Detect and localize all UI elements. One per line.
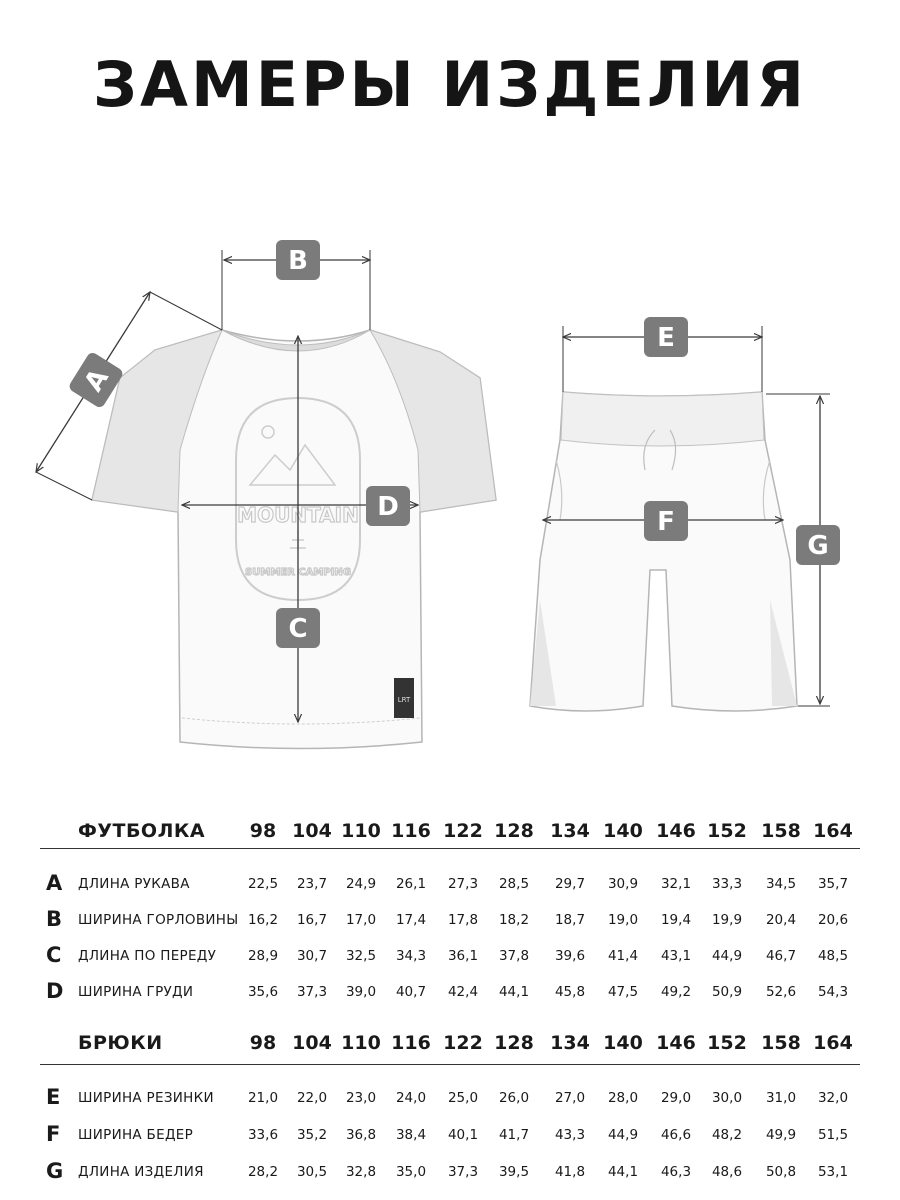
row-value: 44,1 <box>498 984 530 1000</box>
pants-row-g <box>40 1159 860 1192</box>
tshirt-size-98: 98 <box>249 820 277 842</box>
row-value: 44,9 <box>711 948 743 964</box>
row-name: ДЛИНА ПО ПЕРЕДУ <box>78 948 217 964</box>
tshirt-size-164: 164 <box>813 820 853 842</box>
row-value: 18,7 <box>554 912 586 928</box>
row-value: 34,3 <box>395 948 427 964</box>
row-name: ШИРИНА ГРУДИ <box>78 984 194 1000</box>
row-value: 46,6 <box>660 1127 692 1143</box>
row-value: 33,3 <box>711 876 743 892</box>
row-value: 35,7 <box>817 876 849 892</box>
tshirt-size-116: 116 <box>391 820 431 842</box>
pants-size-152: 152 <box>707 1032 747 1054</box>
badge-f <box>644 501 688 541</box>
pants-header: БРЮКИ <box>78 1032 163 1054</box>
row-value: 19,9 <box>711 912 743 928</box>
pants-size-134: 134 <box>550 1032 590 1054</box>
row-value: 53,1 <box>817 1164 849 1180</box>
row-value: 42,4 <box>447 984 479 1000</box>
row-letter: E <box>46 1085 61 1109</box>
row-value: 43,3 <box>554 1127 586 1143</box>
row-value: 26,1 <box>395 876 427 892</box>
row-name: ДЛИНА ИЗДЕЛИЯ <box>78 1164 204 1180</box>
row-letter: F <box>46 1122 61 1146</box>
row-value: 35,0 <box>395 1164 427 1180</box>
row-value: 22,0 <box>296 1090 328 1106</box>
row-value: 24,0 <box>395 1090 427 1106</box>
svg-text:C: C <box>288 614 308 644</box>
row-value: 29,0 <box>660 1090 692 1106</box>
row-value: 16,7 <box>296 912 328 928</box>
row-value: 44,9 <box>607 1127 639 1143</box>
row-value: 18,2 <box>498 912 530 928</box>
row-value: 47,5 <box>607 984 639 1000</box>
row-value: 26,0 <box>498 1090 530 1106</box>
row-value: 38,4 <box>395 1127 427 1143</box>
row-value: 19,4 <box>660 912 692 928</box>
row-value: 28,9 <box>247 948 279 964</box>
tshirt-row-a <box>40 871 860 904</box>
brand-tag-text: LRT <box>397 696 411 704</box>
pants-size-146: 146 <box>656 1032 696 1054</box>
row-value: 50,8 <box>765 1164 797 1180</box>
row-value: 31,0 <box>765 1090 797 1106</box>
row-value: 32,5 <box>345 948 377 964</box>
row-value: 25,0 <box>447 1090 479 1106</box>
row-letter: G <box>46 1159 64 1183</box>
row-value: 23,0 <box>345 1090 377 1106</box>
tshirt-row-d <box>40 979 860 1012</box>
svg-text:E: E <box>657 323 675 353</box>
row-value: 28,0 <box>607 1090 639 1106</box>
row-value: 35,2 <box>296 1127 328 1143</box>
row-letter: B <box>46 907 63 931</box>
row-value: 39,0 <box>345 984 377 1000</box>
badge-b <box>276 240 320 280</box>
pants-divider <box>40 1064 860 1065</box>
svg-text:A: A <box>78 364 115 398</box>
tshirt-size-128: 128 <box>494 820 534 842</box>
row-value: 41,4 <box>607 948 639 964</box>
row-value: 23,7 <box>296 876 328 892</box>
pants-row-f <box>40 1122 860 1155</box>
row-letter: C <box>46 943 62 967</box>
row-value: 37,3 <box>447 1164 479 1180</box>
row-value: 44,1 <box>607 1164 639 1180</box>
tshirt-divider <box>40 848 860 849</box>
badge-g <box>796 525 840 565</box>
pants-size-128: 128 <box>494 1032 534 1054</box>
row-value: 28,2 <box>247 1164 279 1180</box>
pants-size-164: 164 <box>813 1032 853 1054</box>
pants-size-140: 140 <box>603 1032 643 1054</box>
row-value: 24,9 <box>345 876 377 892</box>
row-value: 48,6 <box>711 1164 743 1180</box>
row-value: 51,5 <box>817 1127 849 1143</box>
row-value: 34,5 <box>765 876 797 892</box>
shorts-drawing <box>530 392 797 711</box>
row-value: 29,7 <box>554 876 586 892</box>
row-value: 17,8 <box>447 912 479 928</box>
row-name: ШИРИНА БЕДЕР <box>78 1127 194 1143</box>
tshirt-size-134: 134 <box>550 820 590 842</box>
row-value: 30,7 <box>296 948 328 964</box>
tshirt-row-c <box>40 943 860 976</box>
tshirt-size-140: 140 <box>603 820 643 842</box>
row-letter: A <box>46 871 63 895</box>
row-value: 37,3 <box>296 984 328 1000</box>
row-value: 28,5 <box>498 876 530 892</box>
row-value: 22,5 <box>247 876 279 892</box>
row-name: ШИРИНА ГОРЛОВИНЫ <box>78 912 239 928</box>
row-value: 52,6 <box>765 984 797 1000</box>
badge-e <box>644 317 688 357</box>
row-value: 30,0 <box>711 1090 743 1106</box>
row-value: 30,9 <box>607 876 639 892</box>
row-value: 27,0 <box>554 1090 586 1106</box>
badge-d <box>366 486 410 526</box>
row-value: 20,6 <box>817 912 849 928</box>
tshirt-size-122: 122 <box>443 820 483 842</box>
row-name: ДЛИНА РУКАВА <box>78 876 190 892</box>
row-value: 32,0 <box>817 1090 849 1106</box>
row-value: 50,9 <box>711 984 743 1000</box>
svg-text:F: F <box>657 507 675 537</box>
svg-text:B: B <box>288 246 308 276</box>
svg-text:D: D <box>377 492 399 522</box>
tshirt-size-158: 158 <box>761 820 801 842</box>
row-value: 21,0 <box>247 1090 279 1106</box>
row-letter: D <box>46 979 64 1003</box>
row-value: 39,6 <box>554 948 586 964</box>
row-value: 48,5 <box>817 948 849 964</box>
row-value: 49,2 <box>660 984 692 1000</box>
pants-size-116: 116 <box>391 1032 431 1054</box>
row-value: 30,5 <box>296 1164 328 1180</box>
row-value: 41,8 <box>554 1164 586 1180</box>
pants-size-122: 122 <box>443 1032 483 1054</box>
row-value: 43,1 <box>660 948 692 964</box>
pants-size-158: 158 <box>761 1032 801 1054</box>
row-value: 20,4 <box>765 912 797 928</box>
pants-row-e <box>40 1085 860 1118</box>
badge-c <box>276 608 320 648</box>
row-value: 32,1 <box>660 876 692 892</box>
row-value: 17,0 <box>345 912 377 928</box>
tshirt-drawing <box>92 330 496 749</box>
tshirt-size-110: 110 <box>341 820 381 842</box>
row-value: 48,2 <box>711 1127 743 1143</box>
print-title: MOUNTAIN <box>237 503 359 527</box>
tshirt-size-104: 104 <box>292 820 332 842</box>
page-title: ЗАМЕРЫ ИЗДЕЛИЯ <box>93 48 807 121</box>
row-value: 35,6 <box>247 984 279 1000</box>
tshirt-row-b <box>40 907 860 940</box>
row-value: 19,0 <box>607 912 639 928</box>
row-value: 49,9 <box>765 1127 797 1143</box>
row-value: 39,5 <box>498 1164 530 1180</box>
row-value: 32,8 <box>345 1164 377 1180</box>
row-value: 41,7 <box>498 1127 530 1143</box>
row-value: 45,8 <box>554 984 586 1000</box>
row-value: 17,4 <box>395 912 427 928</box>
tshirt-size-146: 146 <box>656 820 696 842</box>
pants-size-110: 110 <box>341 1032 381 1054</box>
tshirt-size-152: 152 <box>707 820 747 842</box>
row-name: ШИРИНА РЕЗИНКИ <box>78 1090 214 1106</box>
pants-size-98: 98 <box>249 1032 277 1054</box>
tshirt-header: ФУТБОЛКА <box>78 820 206 842</box>
row-value: 27,3 <box>447 876 479 892</box>
row-value: 40,7 <box>395 984 427 1000</box>
row-value: 46,7 <box>765 948 797 964</box>
print-subtitle: SUMMER CAMPING <box>245 567 351 578</box>
row-value: 36,8 <box>345 1127 377 1143</box>
row-value: 54,3 <box>817 984 849 1000</box>
row-value: 36,1 <box>447 948 479 964</box>
row-value: 40,1 <box>447 1127 479 1143</box>
row-value: 46,3 <box>660 1164 692 1180</box>
row-value: 33,6 <box>247 1127 279 1143</box>
pants-size-104: 104 <box>292 1032 332 1054</box>
row-value: 16,2 <box>247 912 279 928</box>
row-value: 37,8 <box>498 948 530 964</box>
svg-text:G: G <box>807 531 829 561</box>
